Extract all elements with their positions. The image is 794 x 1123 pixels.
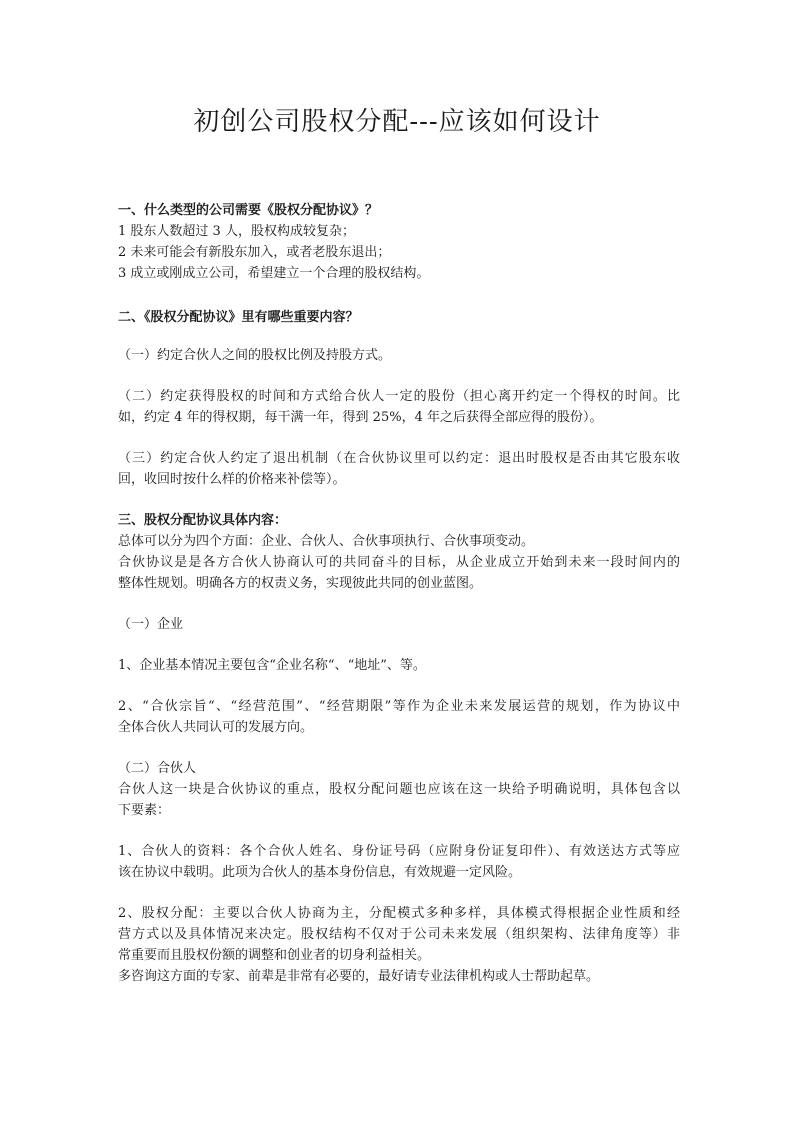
paragraph: （一）约定合伙人之间的股权比例及持股方式。: [118, 348, 392, 363]
paragraph-line: 下要素：: [118, 803, 171, 818]
paragraph-line: 2、“合伙宗旨“、“经营范围”、“经营期限”等作为企业未来发展运营的规划，作为协议中: [118, 699, 680, 714]
document-body: [118, 200, 680, 987]
document-title: 初创公司股权分配---应该如何设计: [193, 107, 601, 137]
paragraph-line: 整体性规划。明确各方的权责义务，实现彼此共同的创业蓝图。: [118, 576, 483, 591]
paragraph: 总体可以分为四个方面：企业、合伙人、合伙事项执行、合伙事项变动。: [118, 534, 535, 549]
list-item: 1、企业基本情况主要包含“企业名称“、“地址”、等。: [118, 658, 426, 673]
paragraph-line: 2、股权分配：主要以合伙人协商为主，分配模式多种多样，具体模式得根据企业性质和经: [118, 906, 680, 921]
section-heading: 一、什么类型的公司需要《股权分配协议》？: [118, 203, 379, 218]
section-3: [118, 510, 680, 987]
section-heading: 二、《股权分配协议》里有哪些重要内容？: [118, 310, 359, 325]
list-item: 3 成立或刚成立公司，希望建立一个合理的股权结构。: [118, 266, 430, 281]
paragraph-line: 常重要而且股权份额的调整和创业者的切身利益相关。: [118, 948, 431, 963]
paragraph-line: 回，收回时按什么样的价格来补偿等）。: [118, 472, 346, 487]
section-heading: 三、股权分配协议具体内容：: [118, 513, 288, 528]
paragraph-line: 合伙协议是是各方合伙人协商认可的共同奋斗的目标，从企业成立开始到未来一段时间内的: [118, 555, 680, 570]
paragraph-line: 该在协议中载明。此项为合伙人的基本身份信息，有效规避一定风险。: [118, 865, 522, 880]
subsection-heading: （一）企业: [118, 617, 184, 632]
list-item: 2 未来可能会有新股东加入，或者老股东退出；: [118, 245, 391, 260]
paragraph-line: 合伙人这一块是合伙协议的重点，股权分配问题也应该在这一块给予明确说明，具体包含以: [118, 782, 680, 797]
subsection-heading: （二）合伙人: [118, 761, 197, 776]
paragraph-line: 如，约定 4 年的得权期，每干满一年，得到 25%，4 年之后获得全部应得的股份）。: [118, 410, 603, 425]
paragraph: 多咨询这方面的专家、前辈是非常有必要的，最好请专业法律机构或人士帮助起草。: [118, 969, 600, 984]
paragraph-line: 全体合伙人共同认可的发展方向。: [118, 720, 314, 735]
section-2: [118, 307, 680, 490]
paragraph-line: （二）约定获得股权的时间和方式给合伙人一定的股份（担心离开约定一个得权的时间。比: [118, 389, 680, 404]
list-item: 1 股东人数超过 3 人，股权构成较复杂；: [118, 224, 355, 239]
paragraph-line: 营方式以及具体情况来决定。股权结构不仅对于公司未来发展（组织架构、法律角度等）非: [118, 927, 680, 942]
paragraph-line: （三）约定合伙人约定了退出机制（在合伙协议里可以约定：退出时股权是否由其它股东收: [118, 451, 680, 466]
section-1: [118, 200, 680, 284]
paragraph-line: 1、合伙人的资料：各个合伙人姓名、身份证号码（应附身份证复印件）、有效送达方式等应: [118, 844, 680, 859]
